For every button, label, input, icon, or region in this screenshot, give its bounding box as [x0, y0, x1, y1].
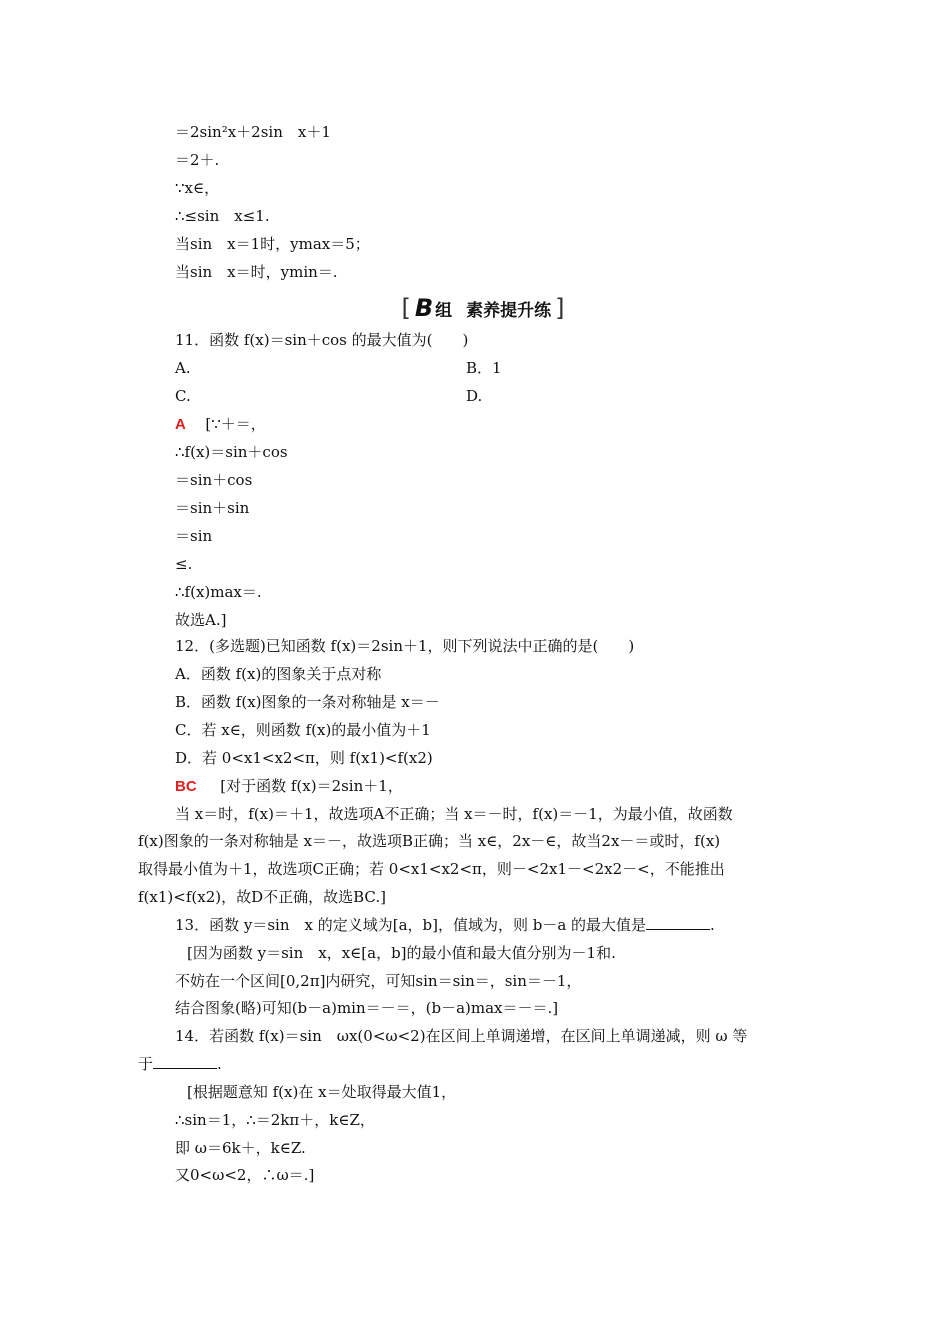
option-b: B．函数 f(x)图象的一条对称轴是 x＝－ [175, 693, 440, 711]
solution-line: ∴f(x)＝sin＋cos [175, 443, 288, 461]
heading-left-bracket: [ [401, 294, 411, 322]
solution-line: 故选A.] [175, 611, 227, 629]
solution-line: ∴≤sin x≤1. [175, 207, 270, 225]
heading-title: 素养提升练 [466, 300, 552, 321]
question-text-end: . [710, 916, 715, 934]
solution-line: 又0<ω<2，∴ω＝.] [175, 1166, 315, 1184]
answer-key: A [175, 416, 186, 433]
question-12-stem: 12．(多选题)已知函数 f(x)＝2sin＋1，则下列说法中正确的是( ) [175, 637, 635, 655]
solution-line: 即 ω＝6k＋，k∈Z. [175, 1139, 306, 1157]
option-a: A．函数 f(x)的图象关于点对称 [175, 665, 382, 683]
solution-line: 当sin x＝1时，ymax＝5； [175, 235, 370, 253]
option-d: D. [466, 387, 483, 405]
solution-line: ∴sin＝1，∴＝2kπ＋，k∈Z， [175, 1111, 375, 1129]
solution-line: 当sin x＝时，ymin＝. [175, 263, 338, 281]
heading-right-bracket: ] [555, 294, 565, 322]
option-c: C. [175, 387, 191, 405]
question-text: 于 [138, 1055, 154, 1073]
solution-line: f(x1)<f(x2)，故D不正确，故选BC.] [138, 888, 386, 906]
solution-line: ＝sin＋sin [175, 499, 250, 517]
solution-text: [对于函数 f(x)＝2sin＋1， [220, 777, 403, 795]
solution-line: 当 x＝时，f(x)＝＋1，故选项A不正确；当 x＝－时，f(x)＝－1，为最小值，故函数 [175, 805, 733, 823]
question-text-end: . [217, 1055, 222, 1073]
solution-line: [因为函数 y＝sin x，x∈[a，b]的最小值和最大值分别为－1和. [187, 944, 616, 962]
answer-key: BC [175, 778, 197, 795]
solution-line: ＝2sin²x＋2sin x＋1 [175, 123, 331, 141]
question-13-stem [175, 915, 715, 935]
option-d: D．若 0<x1<x2<π，则 f(x1)<f(x2) [175, 749, 433, 767]
solution-line: [根据题意知 f(x)在 x＝处取得最大值1， [187, 1083, 457, 1101]
question-14-stem-cont [138, 1054, 222, 1074]
solution-line: ∴f(x)max＝. [175, 583, 262, 601]
answer-blank [153, 1054, 217, 1069]
solution-line: f(x)图象的一条对称轴是 x＝－，故选项B正确；当 x∈，2x－∈，故当2x－＝或时，f(x) [138, 832, 721, 850]
solution-line: ∵x∈， [175, 179, 220, 197]
question-14-stem: 14．若函数 f(x)＝sin ωx(0<ω<2)在区间上单调递增，在区间上单调递减，则 ω 等 [175, 1027, 748, 1045]
question-text: 13．函数 y＝sin x 的定义域为[a，b]，值域为，则 b－a 的最大值是 [175, 916, 647, 934]
solution-line: ＝sin [175, 527, 213, 545]
solution-line: 结合图象(略)可知(b－a)min＝－＝，(b－a)max＝－＝.] [175, 999, 559, 1017]
section-heading [378, 292, 588, 324]
heading-group-label: 组 [435, 300, 453, 321]
heading-group-letter: B [414, 294, 434, 322]
solution-line: 取得最小值为＋1，故选项C正确；若 0<x1<x2<π，则－<2x1－<2x2－<，不能推出 [138, 860, 725, 878]
option-c: C．若 x∈，则函数 f(x)的最小值为＋1 [175, 721, 431, 739]
option-b: B．1 [466, 359, 502, 377]
solution-line: ＝sin＋cos [175, 471, 253, 489]
solution-line: ＝2＋. [175, 151, 220, 169]
answer-line [175, 776, 403, 797]
solution-line: ≤. [175, 555, 193, 573]
question-11-stem: 11．函数 f(x)＝sin＋cos 的最大值为( ) [175, 331, 469, 349]
solution-line: 不妨在一个区间[0,2π]内研究，可知sin＝sin＝，sin＝－1， [175, 972, 582, 990]
answer-blank [646, 915, 710, 930]
solution-text: [∵＋＝， [205, 415, 266, 433]
answer-line [175, 414, 266, 435]
option-a: A. [175, 359, 191, 377]
